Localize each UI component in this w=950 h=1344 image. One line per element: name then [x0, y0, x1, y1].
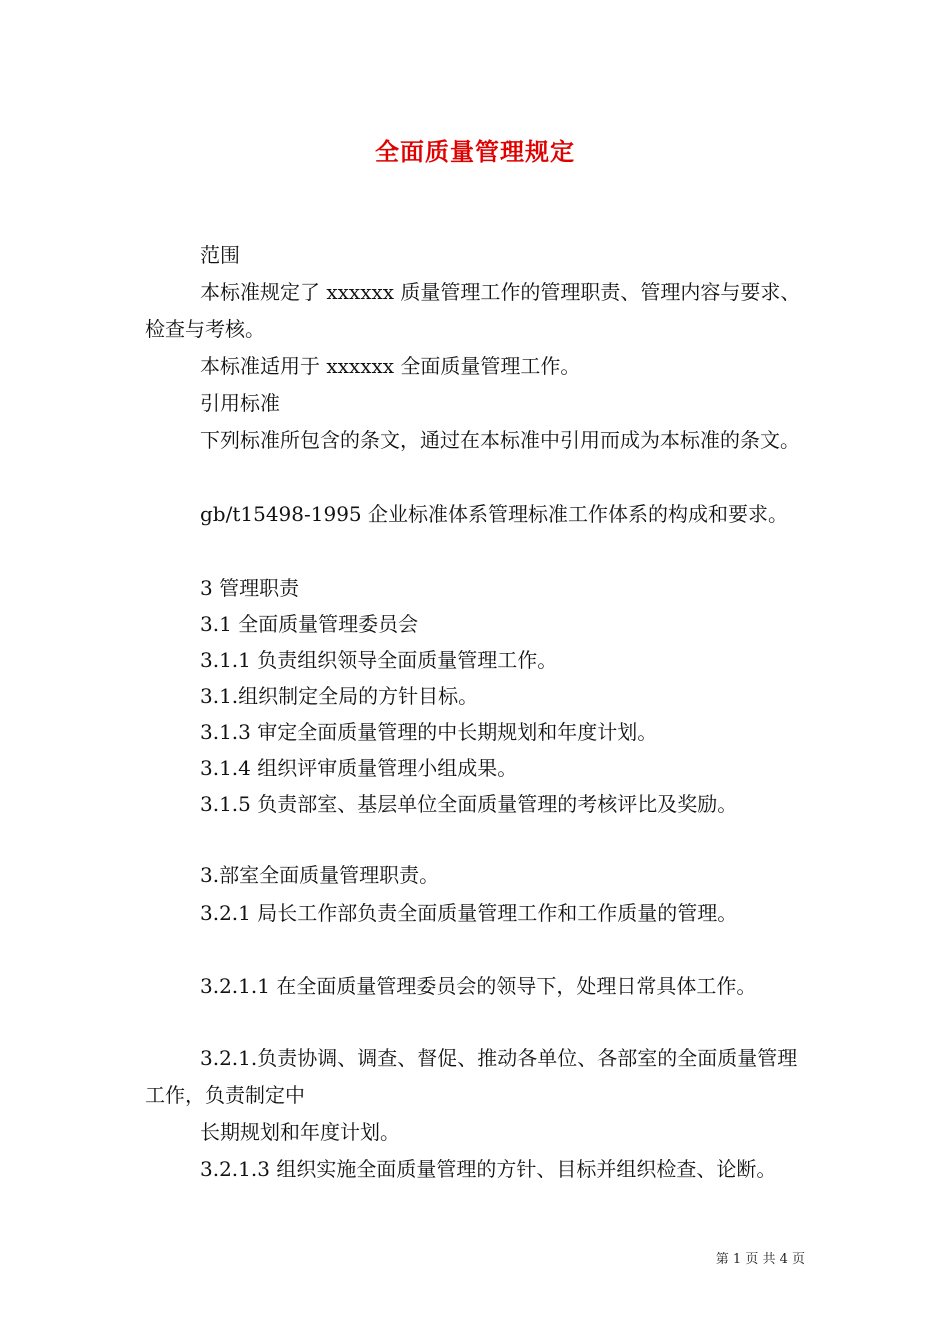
paragraph-3-1-5: 3.1.5 负责部室、基层单位全面质量管理的考核评比及奖励。 — [200, 792, 738, 816]
paragraph-applicability: 本标准适用于 xxxxxx 全面质量管理工作。 — [200, 354, 581, 378]
paragraph-3-1-4: 3.1.4 组织评审质量管理小组成果。 — [200, 756, 518, 780]
page-number-footer: 第 1 页 共 4 页 — [715, 1252, 805, 1267]
paragraph-3-2-1-2: 3.2.1.负责协调、调查、督促、推动各单位、各部室的全面质量管理工作，负责制定中 — [145, 1046, 798, 1107]
paragraph-3-1-2: 3.1.组织制定全局的方针目标。 — [200, 684, 479, 708]
paragraph-3-1: 3.1 全面质量管理委员会 — [200, 612, 419, 636]
paragraph-3-2: 3.部室全面质量管理职责。 — [200, 863, 440, 887]
paragraph-references-heading: 引用标准 — [200, 391, 280, 415]
paragraph-scope-text: 本标准规定了 xxxxxx 质量管理工作的管理职责、管理内容与要求、检查与考核。 — [145, 280, 801, 341]
paragraph-3-2-1: 3.2.1 局长工作部负责全面质量管理工作和工作质量的管理。 — [200, 901, 738, 925]
paragraph-references-text: 下列标准所包含的条文，通过在本标准中引用而成为本标准的条文。 — [200, 428, 800, 452]
paragraph-3-2-1-1: 3.2.1.1 在全面质量管理委员会的领导下，处理日常具体工作。 — [200, 974, 757, 998]
paragraph-3-1-1: 3.1.1 负责组织领导全面质量管理工作。 — [200, 648, 558, 672]
paragraph-standard-ref: gb/t15498-1995 企业标准体系管理标准工作体系的构成和要求。 — [200, 502, 789, 526]
document-title: 全面质量管理规定 — [375, 138, 575, 166]
paragraph-section-3: 3 管理职责 — [200, 576, 300, 600]
paragraph-3-1-3: 3.1.3 审定全面质量管理的中长期规划和年度计划。 — [200, 720, 658, 744]
paragraph-scope-heading: 范围 — [200, 243, 240, 267]
paragraph-3-2-1-2-continued: 长期规划和年度计划。 — [200, 1120, 400, 1144]
paragraph-3-2-1-3: 3.2.1.3 组织实施全面质量管理的方针、目标并组织检查、论断。 — [200, 1157, 777, 1181]
